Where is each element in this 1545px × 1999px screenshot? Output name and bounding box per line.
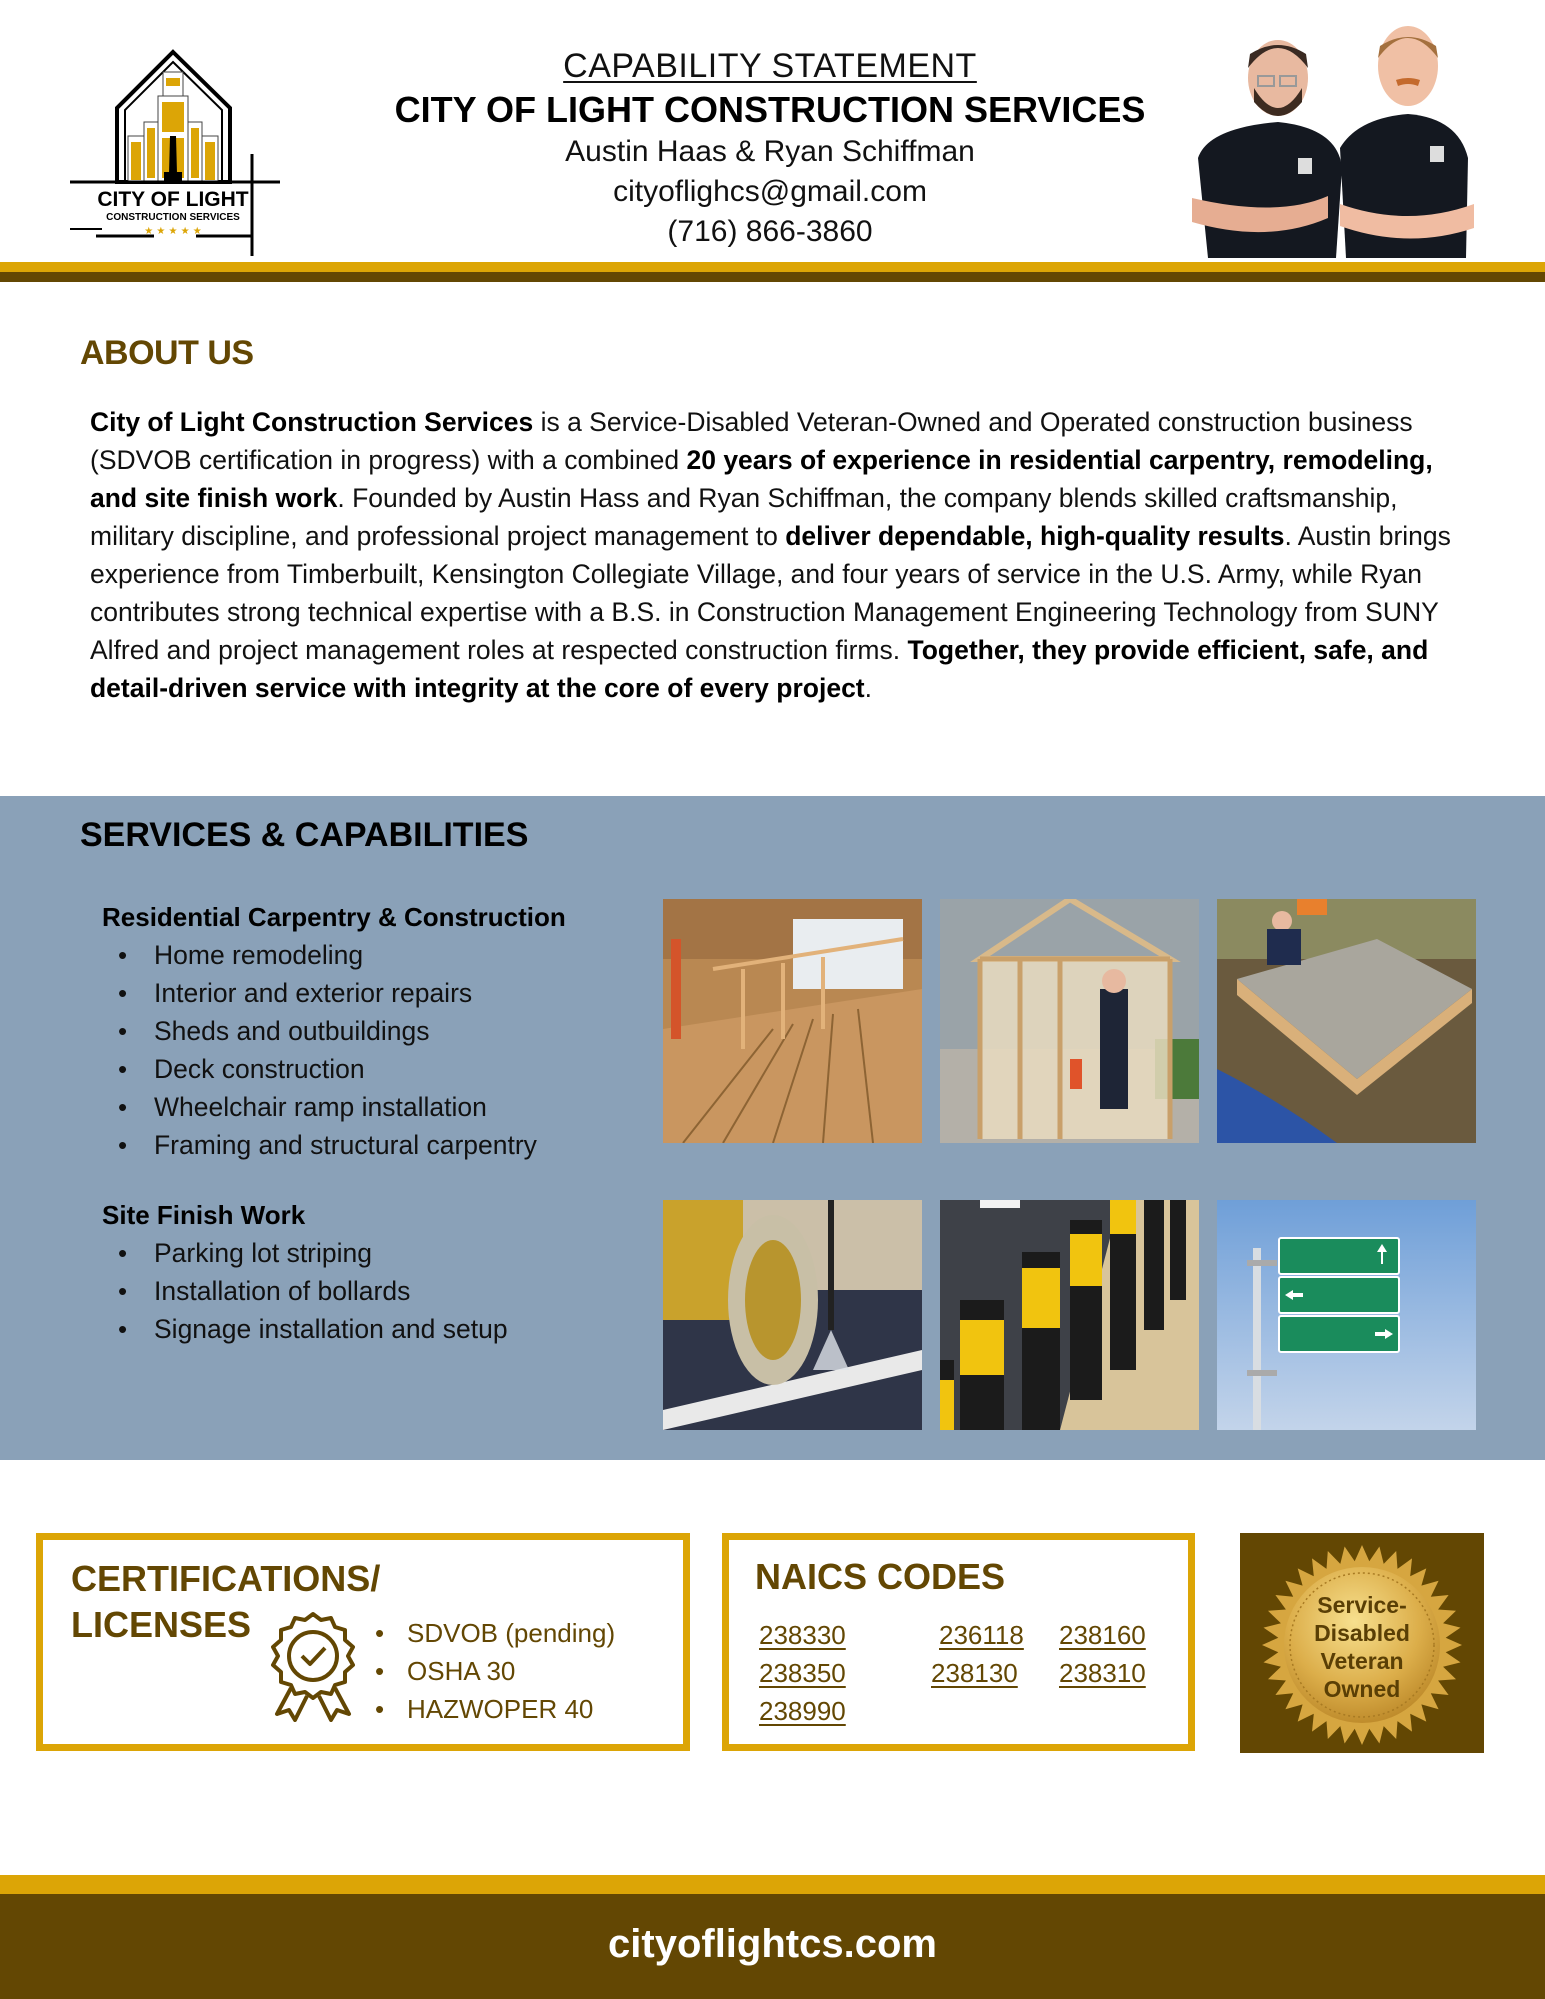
photo-parking-striping (663, 1200, 922, 1430)
header (0, 0, 1545, 282)
seal-text (1260, 1591, 1464, 1703)
service-item: • Sheds and outbuildings (118, 1012, 537, 1050)
website-link[interactable]: cityoflightcs.com (608, 1922, 937, 1966)
certifications-list (373, 1614, 615, 1728)
naics-code-link[interactable]: 238160 (1059, 1620, 1146, 1650)
service-item: • Wheelchair ramp installation (118, 1088, 537, 1126)
document-type: CAPABILITY STATEMENT (563, 47, 977, 85)
logo-text-line2: CONSTRUCTION SERVICES (106, 212, 240, 223)
service-item: • Installation of bollards (118, 1272, 508, 1310)
photo-road-signs (1217, 1200, 1476, 1430)
owner-names: Austin Haas & Ryan Schiffman (565, 135, 975, 168)
service-item: • Parking lot striping (118, 1234, 508, 1272)
photo-interior-framing (663, 899, 922, 1143)
naics-box (722, 1533, 1195, 1751)
about-segment: deliver dependable, high-quality results (785, 521, 1285, 551)
title-block (330, 44, 1210, 252)
service-item: • Home remodeling (118, 936, 537, 974)
email-address[interactable]: cityoflighcs@gmail.com (613, 175, 927, 208)
service-list-residential (118, 936, 537, 1164)
service-group-title-residential: Residential Carpentry & Construction (102, 902, 566, 932)
service-item: • Interior and exterior repairs (118, 974, 537, 1012)
service-item: • Signage installation and setup (118, 1310, 508, 1348)
certifications-box (36, 1533, 690, 1751)
about-heading: ABOUT US (80, 334, 254, 372)
seal-line: Service- (1317, 1592, 1407, 1618)
logo-text-line1: CITY OF LIGHT (97, 188, 249, 211)
header-divider-brown (0, 272, 1545, 282)
award-ribbon-icon (265, 1610, 361, 1722)
service-item: • Framing and structural carpentry (118, 1126, 537, 1164)
service-group-title-site-finish: Site Finish Work (102, 1200, 306, 1230)
company-name: CITY OF LIGHT CONSTRUCTION SERVICES (394, 89, 1146, 130)
naics-code-link[interactable]: 238350 (759, 1658, 846, 1688)
footer-divider-gold (0, 1875, 1545, 1894)
services-section (0, 796, 1545, 1460)
about-segment: . (864, 673, 873, 703)
about-segment: . Austin brings experience from Timberbuilt, Kensington Collegiate Village, and four years of service in the U.S. Army, while Ryan contributes strong technical expertise with a B.S. in Construction Management Engineering Technology from SUNY Alfred and project management roles at respected construction firms. (90, 521, 1451, 665)
photo-concrete-slab (1217, 899, 1476, 1143)
service-list-site-finish (118, 1234, 508, 1348)
owners-photo (1168, 18, 1486, 258)
building-icon (128, 72, 218, 182)
header-divider-gold (0, 262, 1545, 272)
seal-line: Owned (1323, 1676, 1401, 1702)
service-item: • Deck construction (118, 1050, 537, 1088)
certifications-heading-line2: LICENSES (71, 1604, 252, 1645)
photo-bollards (940, 1200, 1199, 1430)
seal-line: Veteran (1320, 1648, 1404, 1674)
logo-stars: ★ ★ ★ ★ ★ (144, 226, 202, 237)
services-heading: SERVICES & CAPABILITIES (80, 816, 529, 854)
phone-number[interactable]: (716) 866-3860 (667, 215, 873, 248)
naics-code-link[interactable]: 238130 (931, 1658, 1018, 1688)
certification-item: • HAZWOPER 40 (373, 1690, 615, 1728)
naics-code-link[interactable]: 238310 (1059, 1658, 1146, 1688)
about-paragraph (90, 403, 1470, 707)
certifications-heading-line1: CERTIFICATIONS/ (71, 1558, 381, 1599)
sdvo-seal-box (1240, 1533, 1484, 1753)
naics-code-link[interactable]: 238990 (759, 1696, 846, 1726)
certification-item: • SDVOB (pending) (373, 1614, 615, 1652)
naics-code-link[interactable]: 238330 (759, 1620, 846, 1650)
about-segment: is a Service-Disabled Veteran-Owned and Operated construction business (SDVOB certification in progress) with a combined (90, 407, 1413, 475)
company-logo (70, 48, 280, 258)
photo-shed-framing (940, 899, 1199, 1143)
certification-item: • OSHA 30 (373, 1652, 615, 1690)
about-segment: City of Light Construction Services (90, 407, 534, 437)
seal-line: Disabled (1314, 1620, 1410, 1646)
naics-heading: NAICS CODES (755, 1556, 1006, 1597)
naics-code-link[interactable]: 236118 (939, 1620, 1024, 1650)
about-segment: 20 years of experience in residential carpentry, remodeling, and site finish work (90, 445, 1433, 513)
about-segment: . Founded by Austin Hass and Ryan Schiffman, the company blends skilled craftsmanship, military discipline, and professional project management to (90, 483, 1398, 551)
about-segment: Together, they provide efficient, safe, and detail-driven service with integrity at the core of every project (90, 635, 1429, 703)
